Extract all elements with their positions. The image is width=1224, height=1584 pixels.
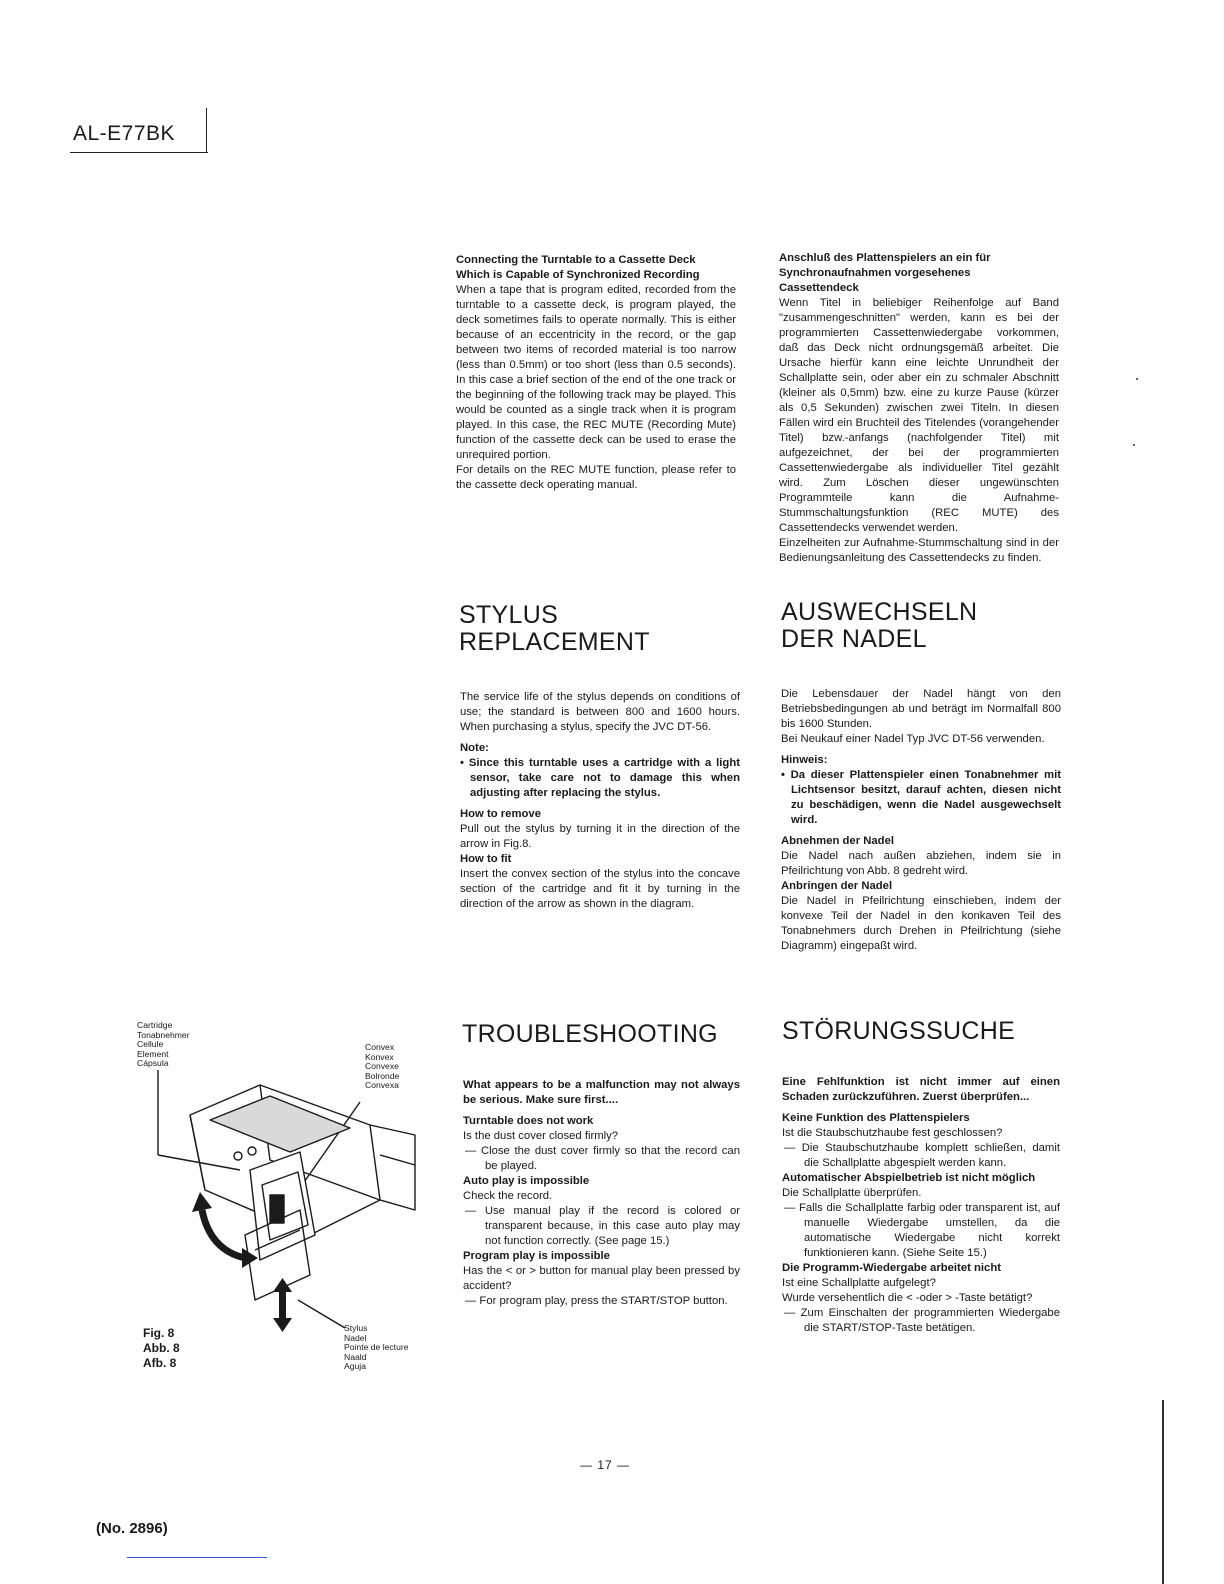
de-t1-title: Keine Funktion des Plattenspielers [782, 1112, 970, 1124]
tonearm-stub [370, 1125, 415, 1210]
de-stylus-heading-2: DER NADEL [781, 625, 927, 653]
de-t3-body: Ist eine Schallplatte aufgelegt? [782, 1277, 936, 1289]
de-stylus-heading [781, 599, 977, 653]
vertical-arrow-shaft [279, 1288, 286, 1322]
stylus-leader-line [298, 1300, 345, 1328]
de-t1-body: Ist die Staubschutzhaube fest geschlossen? [782, 1127, 1003, 1139]
fig-convex-label: Convex Konvex Convexe Bolronde Convexa [365, 1042, 400, 1090]
de-trouble-section [782, 1075, 1060, 1336]
en-t1-dash: — Close the dust cover firmly so that the record can be played. [465, 1145, 740, 1172]
en-remove-title: How to remove [460, 808, 541, 820]
en-stylus-heading [459, 602, 650, 656]
en-stylus-section [460, 690, 740, 912]
de-t3-title: Die Programm-Wiedergabe arbeitet nicht [782, 1262, 1001, 1274]
en-fit-title: How to fit [460, 853, 512, 865]
en-sync-title-1: Connecting the Turntable to a Cassette Deck [456, 254, 696, 266]
header-rule [70, 152, 208, 153]
en-stylus-heading-1: STYLUS [459, 601, 559, 629]
fig-stylus-label: Stylus Nadel Pointe de lecture Naald Aguja [344, 1323, 409, 1371]
header-divider [206, 108, 207, 153]
screw-left [234, 1152, 242, 1160]
de-remove-title: Abnehmen der Nadel [781, 835, 894, 847]
tonearm-edge [380, 1155, 415, 1165]
en-note-bullet: • Since this turntable uses a cartridge with a light sensor, take care not to damage this when adjusting after replacing the stylus. [460, 757, 740, 799]
cartridge-diagram [150, 1060, 420, 1340]
en-sync-section [456, 253, 736, 493]
de-stylus-intro2: Bei Neukauf einer Nadel Typ JVC DT-56 verwenden. [781, 733, 1045, 745]
scan-speck [1136, 378, 1138, 380]
en-t2-dash: — Use manual play if the record is colored or transparent because, in this case auto play may not function correctly. (See page 15.) [465, 1205, 740, 1247]
de-stylus-intro: Die Lebensdauer der Nadel hängt von den Betriebsbedingungen ab und beträgt im Normalfall 800 bis 1600 Stunden. [781, 688, 1061, 730]
de-t2-title: Automatischer Abspielbetrieb ist nicht möglich [782, 1172, 1036, 1184]
de-t3-dash: — Zum Einschalten der programmierten Wiedergabe die START/STOP-Taste betätigen. [784, 1307, 1060, 1334]
scan-speck [1133, 444, 1135, 446]
de-sync-title-1: Anschluß des Plattenspielers an ein für [779, 252, 991, 264]
de-sync-title-2: Synchronaufnahmen vorgesehenes [779, 267, 971, 279]
vertical-arrow-down [273, 1318, 292, 1332]
en-fit-body: Insert the convex section of the stylus into the concave section of the cartridge and fit it by turning in the direction of the arrow as shown in the diagram. [460, 868, 740, 910]
en-t3-body: Has the < or > button for manual play been pressed by accident? [463, 1265, 740, 1292]
en-t2-body: Check the record. [463, 1190, 553, 1202]
en-remove-body: Pull out the stylus by turning it in the direction of the arrow in Fig.8. [460, 823, 740, 850]
figure-caption [143, 1326, 180, 1371]
en-t1-title: Turntable does not work [463, 1115, 594, 1127]
de-t2-body: Die Schallplatte überprüfen. [782, 1187, 922, 1199]
fig-caption-nl: Afb. 8 [143, 1356, 177, 1370]
en-stylus-heading-2: REPLACEMENT [459, 628, 650, 656]
fig-cartridge-label: Cartridge Tonabnehmer Cellule Element Cápsula [137, 1020, 190, 1068]
en-sync-body: When a tape that is program edited, recorded from the turntable to a cassette deck, is program played, the deck sometimes fails to operate normally. This is either because of an eccentricity in the record, or the gap between two items of recorded material is too narrow (less than 0.5mm) or too short (less than 0.5 seconds). In this case a brief section of the end of the one track or the beginning of the following track may be played. This would be counted as a single track when it is program played. In this case, the REC MUTE (Recording Mute) function of the cassette deck can be used to erase the unrequired portion. [456, 284, 736, 461]
en-stylus-intro: The service life of the stylus depends on conditions of use; the standard is between 800 and 1600 hours. When purchasing a stylus, specify the JVC DT-56. [460, 691, 740, 733]
fig-caption-de: Abb. 8 [143, 1341, 180, 1355]
page-number: — 17 — [580, 1458, 631, 1472]
de-fit-title: Anbringen der Nadel [781, 880, 893, 892]
rotation-arrow [202, 1210, 245, 1258]
en-trouble-intro: What appears to be a malfunction may not always be serious. Make sure first.... [463, 1079, 740, 1106]
en-t3-title: Program play is impossible [463, 1250, 610, 1262]
en-t1-body: Is the dust cover closed firmly? [463, 1130, 619, 1142]
de-remove-body: Die Nadel nach außen abziehen, indem sie in Pfeilrichtung von Abb. 8 gedreht wird. [781, 850, 1061, 877]
de-sync-body: Wenn Titel in beliebiger Reihenfolge auf Band "zusammengeschnitten" werden, kann es bei der programmierten Cassettenwiedergabe vorkommen, daß das Deck nicht ordnungsgemäß arbeitet. Die Ursache hierfür kann eine leichte Unrundheit der Schallplatte sein, oder aber ein zu schmaler Abschnitt (kleiner als 0,5mm) bzw. eine zu kurze Pause (kürzer als 0,5 Sekunden) zwischen zwei Titeln. In diesen Fällen wird ein Bruchteil des Titelendes (vorangehender Titel) bzw.-anfangs (nachfolgender Titel) mit aufgezeichnet, der bei der programmierten Cassettenwiedergabe als individueller Titel gezählt wird. Zum Löschen dieser ungewünschten Programmteile kann die Aufnahme-Stummschaltungsfunktion (REC MUTE) des Cassettendecks verwendet werden. [779, 297, 1059, 534]
de-note-bullet: • Da dieser Plattenspieler einen Tonabnehmer mit Lichtsensor besitzt, darauf achten, diesen nicht zu beschädigen, wenn die Nadel ausgewechselt wird. [781, 769, 1061, 826]
rotation-arrow-head [192, 1192, 212, 1212]
en-note-label: Note: [460, 742, 489, 754]
de-stylus-heading-1: AUSWECHSELN [781, 598, 978, 626]
footer-rule [127, 1557, 267, 1558]
de-t1-dash: — Die Staubschutzhaube komplett schließen, damit die Schallplatte abgespielt werden kann. [784, 1142, 1060, 1169]
en-trouble-heading: TROUBLESHOOTING [462, 1020, 718, 1048]
margin-rule [1162, 1400, 1164, 1584]
cartridge-edge [190, 1115, 205, 1190]
de-sync-details: Einzelheiten zur Aufnahme-Stummschaltung sind in der Bedienungsanleitung des Cassettendecks zu finden. [779, 537, 1059, 564]
en-sync-details: For details on the REC MUTE function, please refer to the cassette deck operating manual. [456, 464, 736, 491]
de-t2-dash: — Falls die Schallplatte farbig oder transparent ist, auf manuelle Wiedergabe umstellen, da die automatische Wiedergabe nicht korrekt funktionieren kann. (Siehe Seite 15.) [784, 1202, 1060, 1259]
en-t2-title: Auto play is impossible [463, 1175, 590, 1187]
de-t3-body2: Wurde versehentlich die < -oder > -Taste betätigt? [782, 1292, 1033, 1304]
en-sync-title-2: Which is Capable of Synchronized Recording [456, 269, 700, 281]
fig-caption-en: Fig. 8 [143, 1326, 175, 1340]
model-number: AL-E77BK [73, 122, 176, 145]
de-sync-section [779, 251, 1059, 566]
screw-right [248, 1147, 256, 1155]
document-number: (No. 2896) [96, 1520, 168, 1537]
de-note-label: Hinweis: [781, 754, 828, 766]
de-stylus-section [781, 687, 1061, 954]
de-trouble-heading: STÖRUNGSSUCHE [782, 1017, 1016, 1045]
de-trouble-intro: Eine Fehlfunktion ist nicht immer auf einen Schaden zurückzuführen. Zuerst überprüfen... [782, 1076, 1060, 1103]
de-sync-title-3: Cassettendeck [779, 282, 859, 294]
de-fit-body: Die Nadel in Pfeilrichtung einschieben, indem der konvexe Teil der Nadel in den konkaven Teil des Tonabnehmers durch Drehen in Pfeilrichtung (siehe Diagramm) eingepaßt wird. [781, 895, 1061, 952]
en-trouble-section [463, 1078, 740, 1309]
cartridge-top-face [210, 1096, 350, 1152]
en-t3-dash: — For program play, press the START/STOP button. [465, 1295, 728, 1307]
